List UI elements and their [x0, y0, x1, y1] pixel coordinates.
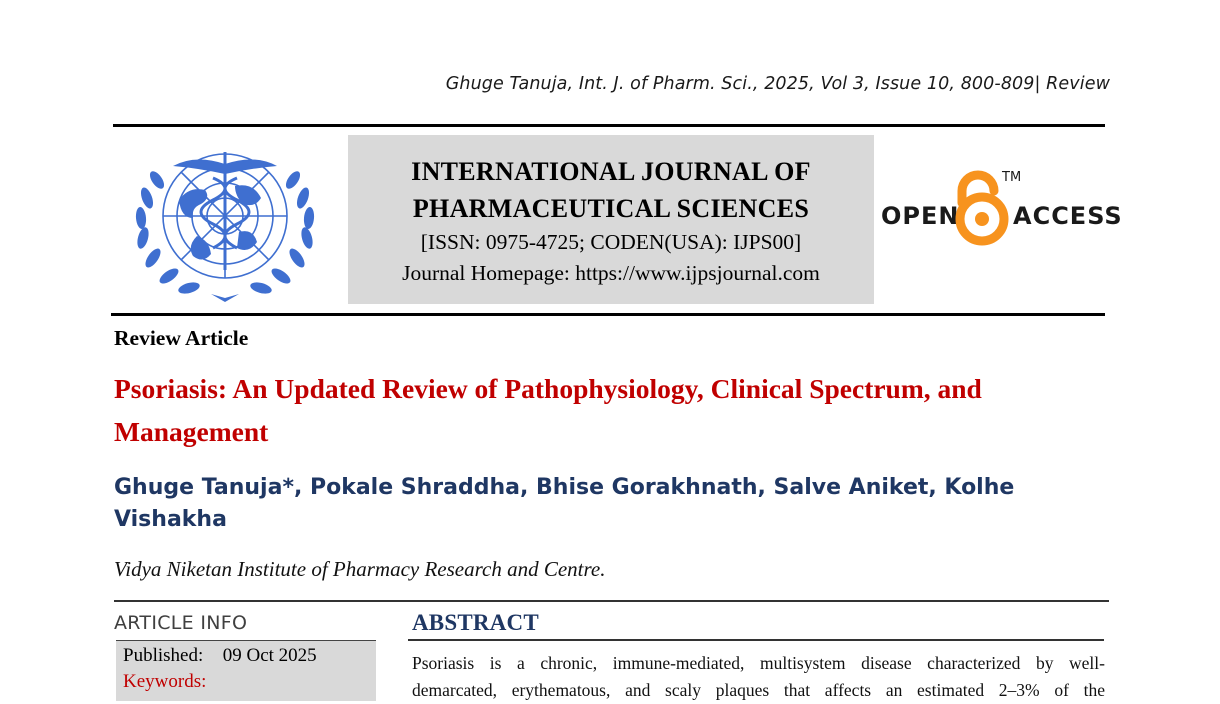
- abstract-line: Psoriasis is a chronic, immune-mediated, multisystem disease characterized by well-: [412, 653, 1105, 673]
- journal-homepage[interactable]: Journal Homepage: https://www.ijpsjournal.com: [402, 261, 820, 285]
- abstract-line: demarcated, erythematous, and scaly plaques that affects an estimated 2–3% of the: [412, 680, 1105, 700]
- paper-title: Psoriasis: An Updated Review of Pathophysiology, Clinical Spectrum, and Management: [114, 373, 982, 447]
- abstract-heading-rule: [408, 639, 1104, 641]
- abstract-body: [412, 650, 1105, 704]
- article-info-box: [116, 640, 376, 701]
- open-padlock-icon: [960, 175, 1004, 241]
- author-list: Ghuge Tanuja*, Pokale Shraddha, Bhise Gorakhnath, Salve Aniket, Kolhe Vishakha: [114, 475, 1015, 532]
- author-affiliation: Vidya Niketan Institute of Pharmacy Research and Centre.: [114, 557, 606, 581]
- published-date: 09 Oct 2025: [222, 645, 317, 666]
- keywords-label: Keywords:: [123, 671, 207, 692]
- header-bottom-rule: [111, 313, 1105, 316]
- journal-issn: [ISSN: 0975-4725; CODEN(USA): IJPS00]: [420, 230, 802, 254]
- open-access-word-open: OPEN: [881, 202, 960, 230]
- journal-name-line2: PHARMACEUTICAL SCIENCES: [412, 194, 810, 223]
- open-access-logo: [880, 165, 1123, 255]
- journal-name: [348, 153, 874, 227]
- published-label: Published:: [123, 645, 204, 666]
- header-top-rule: [113, 124, 1105, 127]
- abstract-heading: ABSTRACT: [412, 610, 539, 635]
- journal-emblem-logo: [127, 138, 323, 306]
- open-access-tm: TM: [1002, 170, 1022, 185]
- article-type-label: Review Article: [114, 326, 249, 350]
- padlock-keyhole: [975, 212, 989, 226]
- section-divider: [114, 600, 1109, 602]
- journal-name-line1: INTERNATIONAL JOURNAL OF: [411, 157, 811, 186]
- open-access-word-access: ACCESS: [1013, 202, 1123, 230]
- published-row: [123, 645, 317, 667]
- article-info-heading: ARTICLE INFO: [114, 612, 248, 634]
- running-header-citation: Ghuge Tanuja, Int. J. of Pharm. Sci., 2025, Vol 3, Issue 10, 800-809| Review: [445, 74, 1110, 94]
- journal-masthead-box: [348, 135, 874, 304]
